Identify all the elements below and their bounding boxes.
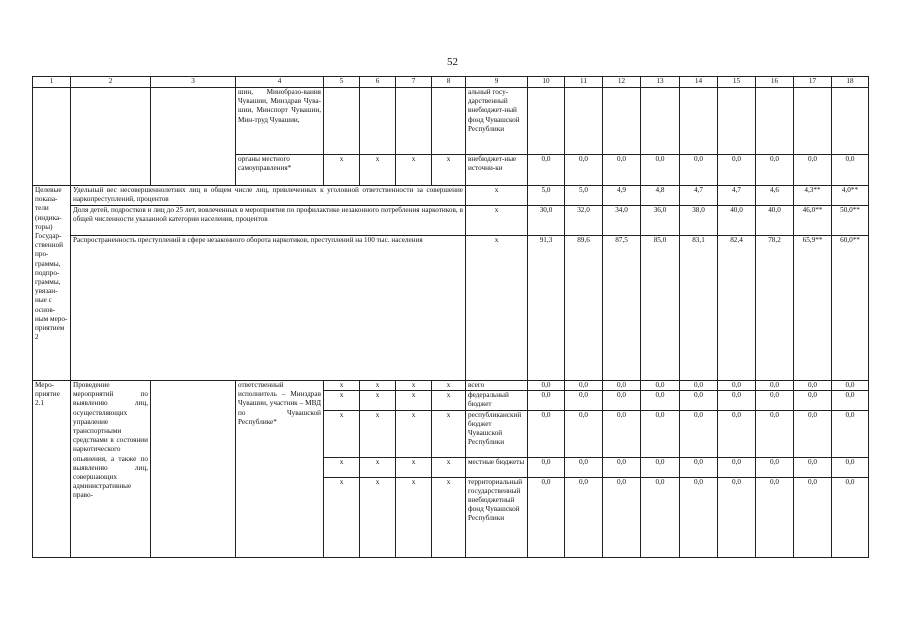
x-cell: x [432,391,466,410]
value-cell: 0,0 [832,381,869,391]
value-cell: 5,0 [528,186,565,206]
value-cell: 0,0 [832,391,869,410]
value-cell: 0,0 [794,155,832,186]
x-cell: x [324,381,360,391]
column-header: 1 [33,77,71,88]
value-cell: 0,0 [680,155,718,186]
source-cell: территориальный государственный внебюджетный фонд Чувашской Республики [466,477,528,557]
value-cell: 40,0 [756,206,794,236]
source-cell: республиканский бюджет Чувашской Республики [466,410,528,457]
value-cell: 4,9 [603,186,641,206]
value-cell: 0,0 [565,410,603,457]
value-cell: 0,0 [641,410,680,457]
x-cell: x [396,477,432,557]
value-cell: 0,0 [794,391,832,410]
x-cell: x [432,477,466,557]
table-cell [794,88,832,155]
column-header: 2 [71,77,151,88]
page-number: 52 [447,56,458,68]
x-cell: x [324,410,360,457]
indicator-text: Доля детей, подростков и лиц до 25 лет, вовлеченных в мероприятия по профилактике незаконного потребления наркотиков, в общей численности указанной категории населения, процентов [71,206,466,236]
column-header: 11 [565,77,603,88]
value-cell: 32,0 [565,206,603,236]
value-cell: 0,0 [641,155,680,186]
value-cell: 0,0 [832,477,869,557]
value-cell: 0,0 [603,391,641,410]
table-row [33,381,869,391]
value-cell: 0,0 [756,381,794,391]
source-cell: внебюджет-ные источни-ки [466,155,528,186]
value-cell: 36,0 [641,206,680,236]
value-cell: 91,3 [528,236,565,381]
x-cell: x [432,381,466,391]
source-cell: федеральный бюджет [466,391,528,410]
responsible-cell: шин, Минобразо-вания Чувашии, Минздрав Чува-шии, Минспорт Чувашии, Мин-труд Чувашии, [236,88,324,155]
table-cell [680,88,718,155]
value-cell: 89,6 [565,236,603,381]
x-cell: x [360,381,396,391]
x-cell: x [360,391,396,410]
value-cell: 4,6 [756,186,794,206]
value-cell: 0,0 [756,477,794,557]
value-cell: 4,3** [794,186,832,206]
x-cell: x [466,206,528,236]
value-cell: 0,0 [794,410,832,457]
table-cell [396,88,432,155]
column-header: 14 [680,77,718,88]
value-cell: 65,9** [794,236,832,381]
value-cell: 0,0 [641,477,680,557]
value-cell: 0,0 [528,391,565,410]
value-cell: 0,0 [680,391,718,410]
value-cell: 30,0 [528,206,565,236]
value-cell: 0,0 [832,457,869,477]
value-cell: 0,0 [528,457,565,477]
column-header: 9 [466,77,528,88]
value-cell: 0,0 [565,381,603,391]
column-header: 12 [603,77,641,88]
x-cell: x [396,391,432,410]
x-cell: x [432,410,466,457]
table-cell [151,381,236,558]
value-cell: 0,0 [794,381,832,391]
value-cell: 0,0 [603,155,641,186]
value-cell: 40,0 [718,206,756,236]
x-cell: x [432,155,466,186]
column-header: 7 [396,77,432,88]
responsible-cell: органы местного самоуправления* [236,155,324,186]
value-cell: 0,0 [641,381,680,391]
x-cell: x [466,236,528,381]
table-cell [718,88,756,155]
value-cell: 60,0** [832,236,869,381]
table-cell [528,88,565,155]
column-header: 17 [794,77,832,88]
value-cell: 4,0** [832,186,869,206]
value-cell: 0,0 [565,155,603,186]
column-header: 16 [756,77,794,88]
value-cell: 0,0 [718,457,756,477]
column-header: 6 [360,77,396,88]
value-cell: 0,0 [718,477,756,557]
table-cell [756,88,794,155]
value-cell: 0,0 [680,477,718,557]
table-cell [71,88,151,186]
value-cell: 50,0** [832,206,869,236]
x-cell: x [360,457,396,477]
value-cell: 0,0 [528,477,565,557]
column-header: 8 [432,77,466,88]
indicator-text: Удельный вес несовершеннолетних лиц в общем числе лиц, привлеченных к уголовной ответственности за совершение наркопреступлений, процентов [71,186,466,206]
value-cell: 34,0 [603,206,641,236]
value-cell: 0,0 [528,410,565,457]
column-header: 15 [718,77,756,88]
value-cell: 0,0 [603,457,641,477]
value-cell: 0,0 [603,410,641,457]
value-cell: 0,0 [718,381,756,391]
value-cell: 0,0 [718,391,756,410]
table-row [33,88,869,155]
value-cell: 0,0 [680,381,718,391]
table-row [33,236,869,381]
x-cell: x [324,155,360,186]
value-cell: 0,0 [756,410,794,457]
value-cell: 4,8 [641,186,680,206]
value-cell: 0,0 [641,391,680,410]
measure-label: Меро-приятие 2.1 [33,381,71,558]
targets-label: Целевые показа-тели (индика-торы) Государ-ственной про-граммы, подпро-граммы, увязан-ные с основ-ным меро-приятием 2 [33,186,71,381]
x-cell: x [466,186,528,206]
measure-name: Проведение мероприятий по выявлению лиц, осуществляющих управление транспортными средствами в состоянии наркотического опьянения, а также по выявлению лиц, совершающих административные право- [71,381,151,558]
value-cell: 0,0 [680,410,718,457]
table-cell [832,88,869,155]
value-cell: 0,0 [565,457,603,477]
header-row [33,77,869,88]
value-cell: 0,0 [528,381,565,391]
value-cell: 0,0 [794,477,832,557]
indicator-text: Распространенность преступлений в сфере незаконного оборота наркотиков, преступлений на 100 тыс. населения [71,236,466,381]
x-cell: x [360,477,396,557]
x-cell: x [396,381,432,391]
column-header: 18 [832,77,869,88]
value-cell: 0,0 [565,477,603,557]
value-cell: 78,2 [756,236,794,381]
value-cell: 0,0 [718,410,756,457]
x-cell: x [360,410,396,457]
table-cell [360,88,396,155]
x-cell: x [324,391,360,410]
table-cell [151,88,236,186]
value-cell: 0,0 [603,381,641,391]
table-cell [565,88,603,155]
value-cell: 0,0 [832,155,869,186]
x-cell: x [324,457,360,477]
column-header: 13 [641,77,680,88]
x-cell: x [324,477,360,557]
source-cell: всего [466,381,528,391]
source-cell: местные бюджеты [466,457,528,477]
column-header: 10 [528,77,565,88]
value-cell: 5,0 [565,186,603,206]
table-cell [324,88,360,155]
value-cell: 0,0 [641,457,680,477]
value-cell: 4,7 [718,186,756,206]
column-header: 3 [151,77,236,88]
column-header: 5 [324,77,360,88]
value-cell: 0,0 [603,477,641,557]
value-cell: 0,0 [756,457,794,477]
source-cell: альный госу-дарственный внебюджет-ный фонд Чувашской Республики [466,88,528,155]
value-cell: 38,0 [680,206,718,236]
column-header: 4 [236,77,324,88]
value-cell: 0,0 [756,391,794,410]
table-cell [33,88,71,186]
value-cell: 0,0 [794,457,832,477]
value-cell: 0,0 [565,391,603,410]
x-cell: x [360,155,396,186]
table-cell [641,88,680,155]
table-cell [432,88,466,155]
table-cell [603,88,641,155]
value-cell: 83,1 [680,236,718,381]
program-table [32,76,869,558]
value-cell: 0,0 [832,410,869,457]
value-cell: 0,0 [528,155,565,186]
value-cell: 46,0** [794,206,832,236]
table-row [33,186,869,206]
value-cell: 4,7 [680,186,718,206]
value-cell: 0,0 [680,457,718,477]
responsible-cell: ответственный исполнитель – Минздрав Чувашии, участник – МВД по Чувашской Республике* [236,381,324,558]
value-cell: 82,4 [718,236,756,381]
value-cell: 87,5 [603,236,641,381]
value-cell: 85,0 [641,236,680,381]
x-cell: x [432,457,466,477]
table-row [33,206,869,236]
x-cell: x [396,155,432,186]
x-cell: x [396,410,432,457]
value-cell: 0,0 [756,155,794,186]
value-cell: 0,0 [718,155,756,186]
x-cell: x [396,457,432,477]
